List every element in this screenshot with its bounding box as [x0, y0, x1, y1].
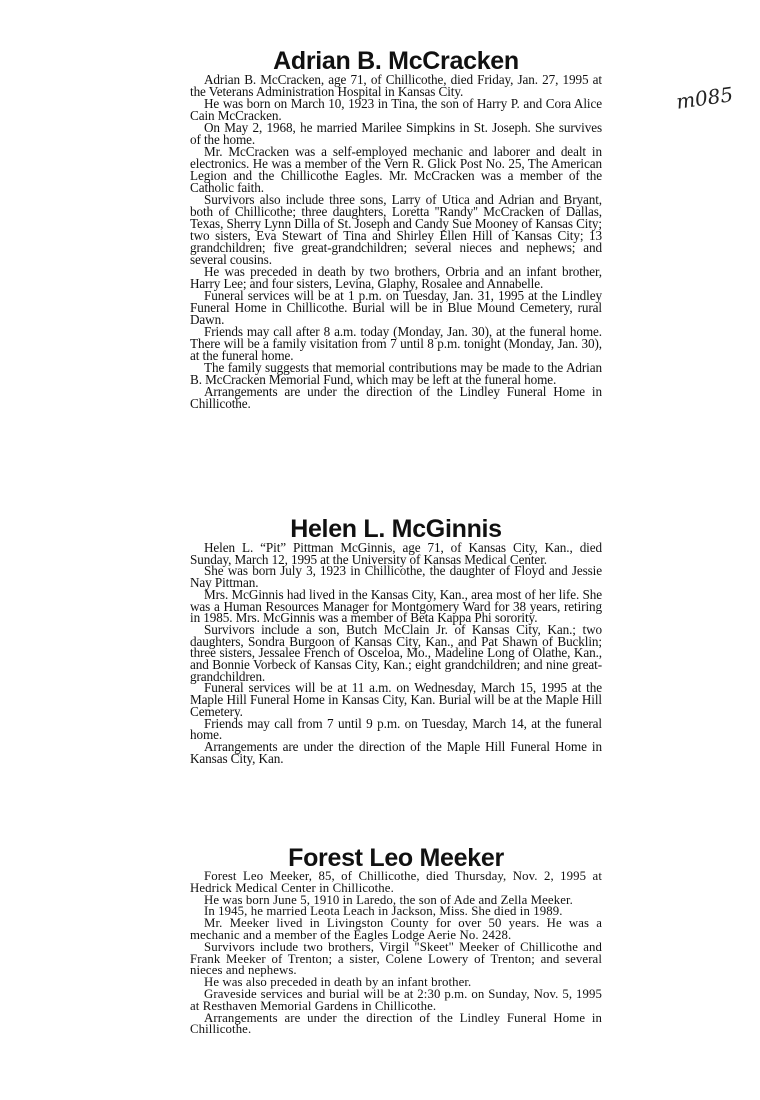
- handwritten-annotation: m085: [674, 82, 735, 114]
- obituary-paragraph: Mr. Meeker lived in Livingston County for over 50 years. He was a mechanic and a member of the Eagles Lodge Aerie No. 2428.: [190, 916, 602, 942]
- obituary-paragraph: On May 2, 1968, he married Marilee Simpkins in St. Joseph. She survives of the home.: [190, 120, 602, 147]
- obituary-paragraph: Survivors also include three sons, Larry of Utica and Adrian and Bryant, both of Chillicothe; three daughters, Loretta ''Randy'' McCracken of Dallas, Texas, Sherry Lynn Dilla of St. Joseph and Candy Sue Mooney of Kansas City; two sisters, Eva Stewart of Tina and Shirley Ellen Hill of Kansas City; 13 grandchildren; five great-grandchildren; several nieces and nephews; and several cousins.: [190, 192, 602, 267]
- obituary-paragraph: Graveside services and burial will be at 2:30 p.m. on Sunday, Nov. 5, 1995 at Resthaven Memorial Gardens in Chillicothe.: [190, 986, 602, 1013]
- obituary-title: Helen L. McGinnis: [290, 515, 502, 543]
- obituary-paragraph: She was born July 3, 1923 in Chillicothe, the daughter of Floyd and Jessie Nay Pittman.: [190, 563, 602, 591]
- obituary-body: [190, 74, 602, 410]
- obituary-paragraph: He was born June 5, 1910 in Laredo, the son of Ade and Zella Meeker.: [204, 892, 573, 907]
- obituary-paragraph: He was also preceded in death by an infant brother.: [204, 975, 472, 990]
- obituary-title: Forest Leo Meeker: [288, 844, 504, 872]
- obituary-article: [190, 845, 602, 1036]
- obituary-paragraph: The family suggests that memorial contributions may be made to the Adrian B. McCracken Memorial Fund, which may be left at the funeral home.: [190, 360, 602, 387]
- obituary-article: [190, 48, 602, 410]
- obituary-paragraph: Arrangements are under the direction of the Maple Hill Funeral Home in Kansas City, Kan.: [190, 738, 602, 766]
- obituary-article: [190, 516, 602, 764]
- obituary-paragraph: Funeral services will be at 1 p.m. on Tuesday, Jan. 31, 1995 at the Lindley Funeral Home in Chillicothe. Burial will be in Blue Mound Cemetery, rural Dawn.: [190, 288, 602, 327]
- obituary-body: [190, 871, 602, 1036]
- obituary-paragraph: Friends may call after 8 a.m. today (Monday, Jan. 30), at the funeral home. There will be a family visitation from 7 until 8 p.m. tonight (Monday, Jan. 30), at the funeral home.: [190, 324, 602, 363]
- obituary-paragraph: Arrangements are under the direction of the Lindley Funeral Home in Chillicothe.: [190, 1010, 602, 1037]
- obituary-paragraph: Mrs. McGinnis had lived in the Kansas City, Kan., area most of her life. She was a Human Resources Manager for Montgomery Ward for 38 years, retiring in 1985. Mrs. McGinnis was a member of Beta Kappa Phi sorority.: [190, 586, 602, 626]
- obituary-paragraph: Survivors include two brothers, Virgil "Skeet" Meeker of Chillicothe and Frank Meeker of Trenton; a sister, Colene Lowery of Trenton; and several nieces and nephews.: [190, 939, 602, 978]
- obituary-paragraph: In 1945, he married Leota Leach in Jackson, Miss. She died in 1989.: [204, 904, 563, 919]
- obituary-paragraph: Mr. McCracken was a self-employed mechanic and laborer and dealt in electronics. He was a member of the Vern R. Glick Post No. 25, The American Legion and the Chillicothe Eagles. Mr. McCracken was a member of the Catholic faith.: [190, 144, 602, 195]
- obituary-body: [190, 542, 602, 764]
- obituary-paragraph: Forest Leo Meeker, 85, of Chillicothe, died Thursday, Nov. 2, 1995 at Hedrick Medical Center in Chillicothe.: [190, 869, 602, 895]
- obituary-paragraph: Friends may call from 7 until 9 p.m. on Tuesday, March 14, at the funeral home.: [190, 715, 602, 743]
- obituary-paragraph: Funeral services will be at 11 a.m. on Wednesday, March 15, 1995 at the Maple Hill Funeral Home in Kansas City, Kan. Burial will be at the Maple Hill Cemetery.: [190, 680, 602, 719]
- obituary-paragraph: Helen L. “Pit” Pittman McGinnis, age 71, of Kansas City, Kan., died Sunday, March 12, 1995 at the University of Kansas Medical Center.: [190, 540, 602, 567]
- obituary-paragraph: Survivors include a son, Butch McClain Jr. of Kansas City, Kan.; two daughters, Sondra Burgoon of Kansas City, Kan., and Pat Shawn of Bucklin; three sisters, Jessalee French of Osceloa, Mo., Madeline Long of Olathe, Kan., and Bonnie Vorbeck of Kansas City, Kan.; eight grandchildren; and nine great-grandchildren.: [190, 621, 602, 684]
- obituary-paragraph: He was born on March 10, 1923 in Tina, the son of Harry P. and Cora Alice Cain McCracken.: [190, 96, 602, 123]
- obituary-paragraph: Adrian B. McCracken, age 71, of Chillicothe, died Friday, Jan. 27, 1995 at the Veterans Administration Hospital in Kansas City.: [190, 72, 602, 99]
- obituary-paragraph: He was preceded in death by two brothers, Orbria and an infant brother, Harry Lee; and four sisters, Levina, Glaphy, Rosalee and Annabelle.: [190, 264, 602, 291]
- obituary-title: Adrian B. McCracken: [273, 47, 519, 75]
- obituary-paragraph: Arrangements are under the direction of the Lindley Funeral Home in Chillicothe.: [190, 384, 602, 411]
